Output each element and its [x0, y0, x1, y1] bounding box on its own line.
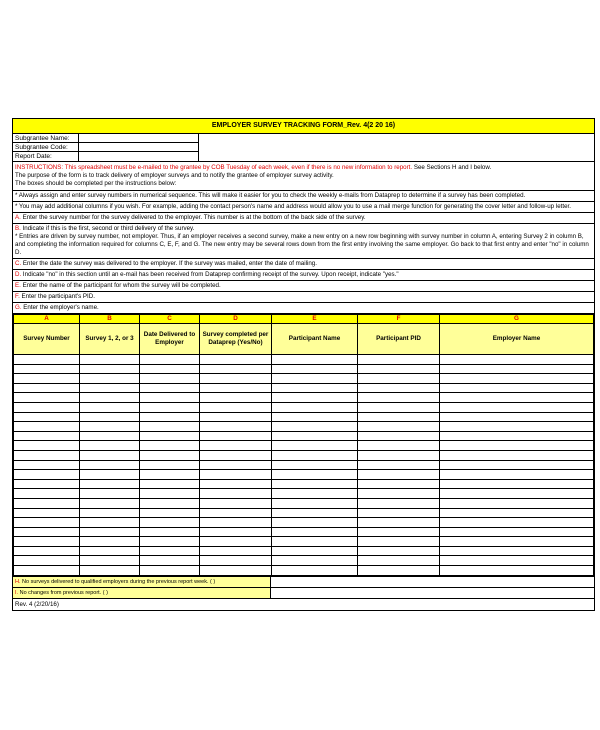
table-cell[interactable] [140, 508, 200, 518]
table-cell[interactable] [14, 527, 80, 537]
tracking-table [13, 314, 594, 576]
table-cell[interactable] [358, 470, 440, 480]
table-cell[interactable] [358, 518, 440, 528]
table-cell[interactable] [14, 412, 80, 422]
instructions-block [13, 161, 594, 191]
table-cell[interactable] [440, 412, 594, 422]
table-cell[interactable] [358, 374, 440, 384]
column-header: Participant Name [272, 324, 358, 355]
table-cell[interactable] [14, 422, 80, 432]
step-tag: G. [15, 304, 22, 311]
table-row [14, 460, 594, 470]
table-cell[interactable] [272, 355, 358, 365]
table-cell[interactable] [440, 393, 594, 403]
table-cell[interactable] [440, 374, 594, 384]
table-cell[interactable] [272, 422, 358, 432]
table-cell[interactable] [14, 489, 80, 499]
table-row [14, 470, 594, 480]
table-cell[interactable] [358, 546, 440, 556]
step-text: Enter the date the survey was delivered to the employer. If the survey was mailed, enter the date of mailing. [21, 260, 317, 267]
step-tag: F. [15, 293, 20, 300]
table-cell[interactable] [358, 355, 440, 365]
table-cell[interactable] [272, 556, 358, 566]
report-date-input[interactable] [79, 152, 199, 161]
table-cell[interactable] [440, 479, 594, 489]
table-row [14, 364, 594, 374]
table-body [14, 355, 594, 576]
table-cell[interactable] [80, 508, 140, 518]
table-cell[interactable] [440, 470, 594, 480]
table-cell[interactable] [200, 527, 272, 537]
table-cell[interactable] [440, 498, 594, 508]
table-cell[interactable] [440, 450, 594, 460]
footer-h-text[interactable] [13, 577, 271, 587]
step-tag: A. [15, 214, 21, 221]
column-letter: G [440, 315, 594, 324]
table-cell[interactable] [14, 508, 80, 518]
column-header-row [14, 324, 594, 355]
table-cell[interactable] [140, 489, 200, 499]
step-text: Indicate if this is the first, second or third delivery of the survey. * Entries are driven by survey number, not employer. Thus, if an employer receives a second survey, make a new entry on a new row beginning with survey number in column A, entering Survey 2 in column B, and completing the information required for columns C, E, F, and G. The new entry may be several rows down from the first entry involving the same employer. Go back to that first entry and enter "no" in column D. [15, 225, 589, 256]
table-cell[interactable] [140, 518, 200, 528]
step-g [13, 303, 594, 314]
table-cell[interactable] [440, 441, 594, 451]
footer-h [13, 576, 594, 587]
table-cell[interactable] [200, 364, 272, 374]
table-cell[interactable] [200, 518, 272, 528]
table-cell[interactable] [200, 441, 272, 451]
table-cell[interactable] [200, 393, 272, 403]
table-row [14, 537, 594, 547]
table-cell[interactable] [440, 402, 594, 412]
table-cell[interactable] [200, 431, 272, 441]
step-tag: B. [15, 225, 21, 232]
table-cell[interactable] [358, 527, 440, 537]
table-cell[interactable] [358, 460, 440, 470]
footer-label: No changes from previous report. ( ) [18, 589, 108, 596]
table-cell[interactable] [14, 441, 80, 451]
table-cell[interactable] [14, 383, 80, 393]
table-cell[interactable] [200, 556, 272, 566]
table-cell[interactable] [272, 498, 358, 508]
table-cell[interactable] [440, 556, 594, 566]
table-cell[interactable] [80, 402, 140, 412]
step-text: Enter the name of the participant for whom the survey will be completed. [20, 282, 221, 289]
step-a [13, 213, 594, 224]
table-cell[interactable] [80, 537, 140, 547]
table-cell[interactable] [140, 527, 200, 537]
column-letter: B [80, 315, 140, 324]
table-cell[interactable] [140, 402, 200, 412]
table-row [14, 518, 594, 528]
table-cell[interactable] [80, 527, 140, 537]
table-cell[interactable] [140, 422, 200, 432]
table-cell[interactable] [358, 422, 440, 432]
table-cell[interactable] [80, 470, 140, 480]
field-label: Report Date: [13, 152, 79, 161]
table-cell[interactable] [200, 355, 272, 365]
step-b [13, 224, 594, 259]
table-cell[interactable] [440, 527, 594, 537]
table-cell[interactable] [14, 498, 80, 508]
table-cell[interactable] [200, 508, 272, 518]
table-cell[interactable] [200, 460, 272, 470]
column-letter: F [358, 315, 440, 324]
instructions-see-sections: See Sections H and I below. [412, 164, 492, 171]
table-cell[interactable] [140, 479, 200, 489]
table-cell[interactable] [272, 450, 358, 460]
table-cell[interactable] [272, 441, 358, 451]
table-cell[interactable] [272, 518, 358, 528]
table-cell[interactable] [140, 450, 200, 460]
subgrantee-code-input[interactable] [79, 143, 199, 152]
table-cell[interactable] [200, 412, 272, 422]
table-row [14, 556, 594, 566]
table-cell[interactable] [80, 364, 140, 374]
instructions-boxes: The boxes should be completed per the instructions below: [15, 180, 177, 187]
table-cell[interactable] [358, 402, 440, 412]
table-cell[interactable] [272, 412, 358, 422]
table-cell[interactable] [358, 450, 440, 460]
column-header: Participant PID [358, 324, 440, 355]
table-cell[interactable] [14, 374, 80, 384]
table-cell[interactable] [440, 422, 594, 432]
form-fields [13, 134, 594, 161]
revision-note: Rev. 4 (2/20/16) [13, 598, 594, 610]
footer-i [13, 587, 594, 598]
table-cell[interactable] [140, 566, 200, 576]
subgrantee-name-row [13, 134, 594, 143]
step-c [13, 259, 594, 270]
table-cell[interactable] [200, 450, 272, 460]
table-cell[interactable] [140, 431, 200, 441]
table-cell[interactable] [80, 566, 140, 576]
table-row [14, 441, 594, 451]
table-cell[interactable] [358, 441, 440, 451]
table-cell[interactable] [140, 460, 200, 470]
table-cell[interactable] [358, 498, 440, 508]
table-cell[interactable] [140, 441, 200, 451]
table-cell[interactable] [200, 422, 272, 432]
column-letter: E [272, 315, 358, 324]
footer-tag: H. [15, 578, 21, 585]
table-row [14, 479, 594, 489]
survey-form-sheet [12, 118, 595, 611]
table-cell[interactable] [358, 412, 440, 422]
table-row [14, 498, 594, 508]
instructions-warning: INSTRUCTIONS: This spreadsheet must be e-mailed to the grantee by COB Tuesday of each week, even if there is no new information to report. [15, 164, 413, 171]
table-row [14, 393, 594, 403]
table-row [14, 402, 594, 412]
table-cell[interactable] [140, 470, 200, 480]
table-row [14, 508, 594, 518]
table-row [14, 566, 594, 576]
column-letter: A [14, 315, 80, 324]
table-cell[interactable] [272, 374, 358, 384]
table-cell[interactable] [358, 383, 440, 393]
table-cell[interactable] [80, 431, 140, 441]
table-cell[interactable] [272, 566, 358, 576]
table-cell[interactable] [140, 364, 200, 374]
table-cell[interactable] [440, 355, 594, 365]
table-cell[interactable] [200, 566, 272, 576]
table-cell[interactable] [14, 402, 80, 412]
table-row [14, 374, 594, 384]
table-cell[interactable] [358, 431, 440, 441]
table-cell[interactable] [80, 556, 140, 566]
table-cell[interactable] [440, 566, 594, 576]
table-cell[interactable] [272, 508, 358, 518]
footer-spacer [271, 577, 594, 587]
table-cell[interactable] [80, 441, 140, 451]
table-cell[interactable] [440, 508, 594, 518]
footer-label: No surveys delivered to qualified employers during the previous report week. ( ) [20, 578, 216, 585]
footer-i-text[interactable] [13, 588, 271, 598]
instructions-purpose: The purpose of the form is to track delivery of employer surveys and to notify the grantee of employer survey activity. [15, 172, 334, 179]
table-cell[interactable] [80, 374, 140, 384]
table-cell[interactable] [80, 355, 140, 365]
table-cell[interactable] [272, 470, 358, 480]
table-cell[interactable] [440, 518, 594, 528]
field-label: Subgrantee Code: [13, 143, 79, 152]
table-cell[interactable] [440, 546, 594, 556]
step-text: Enter the employer's name. [21, 304, 99, 311]
table-cell[interactable] [272, 546, 358, 556]
column-header: Survey completed per Dataprep (Yes/No) [200, 324, 272, 355]
table-cell[interactable] [80, 383, 140, 393]
table-cell[interactable] [14, 566, 80, 576]
table-cell[interactable] [272, 383, 358, 393]
form-title: EMPLOYER SURVEY TRACKING FORM_Rev. 4(2 20 16) [13, 119, 594, 134]
table-cell[interactable] [358, 556, 440, 566]
table-cell[interactable] [80, 518, 140, 528]
table-cell[interactable] [272, 402, 358, 412]
table-cell[interactable] [440, 460, 594, 470]
table-cell[interactable] [358, 393, 440, 403]
table-row [14, 546, 594, 556]
table-cell[interactable] [272, 364, 358, 374]
table-cell[interactable] [272, 431, 358, 441]
step-text: Indicate "no" in this section until an e-mail has been received from Dataprep confirming receipt of the survey. Upon receipt, indicate "yes." [21, 271, 399, 278]
table-cell[interactable] [80, 546, 140, 556]
table-cell[interactable] [80, 393, 140, 403]
table-row [14, 383, 594, 393]
table-cell[interactable] [140, 412, 200, 422]
table-row [14, 422, 594, 432]
step-text: Enter the survey number for the survey delivered to the employer. This number is at the bottom of the back side of the survey. [20, 214, 366, 221]
column-header: Employer Name [440, 324, 594, 355]
step-tag: D. [15, 271, 22, 278]
table-cell[interactable] [358, 479, 440, 489]
table-cell[interactable] [358, 364, 440, 374]
step-tag: C. [15, 260, 22, 267]
table-cell[interactable] [440, 489, 594, 499]
report-date-row [13, 152, 594, 161]
field-label: Subgrantee Name: [13, 134, 79, 143]
table-cell[interactable] [140, 355, 200, 365]
table-cell[interactable] [200, 374, 272, 384]
bullet-note: * Always assign and enter survey numbers in numerical sequence. This will make it easier for you to check the weekly e-mails from Dataprep to determine if a survey has been completed. [13, 191, 594, 202]
step-e [13, 281, 594, 292]
table-cell[interactable] [140, 383, 200, 393]
bullet-note: * You may add additional columns if you wish. For example, adding the contact person's name and address would allow you to use a mail merge function for generating the cover letter and follow-up letter. [13, 202, 594, 213]
table-cell[interactable] [14, 479, 80, 489]
table-cell[interactable] [140, 393, 200, 403]
table-cell[interactable] [358, 508, 440, 518]
step-f [13, 292, 594, 303]
table-cell[interactable] [80, 498, 140, 508]
step-d [13, 270, 594, 281]
column-letter: C [140, 315, 200, 324]
table-cell[interactable] [140, 546, 200, 556]
table-cell[interactable] [14, 431, 80, 441]
table-cell[interactable] [358, 566, 440, 576]
table-row [14, 489, 594, 499]
table-cell[interactable] [272, 489, 358, 499]
step-tag: E. [15, 282, 21, 289]
subgrantee-code-row [13, 143, 594, 152]
table-row [14, 527, 594, 537]
table-cell[interactable] [200, 479, 272, 489]
column-header: Date Delivered to Employer [140, 324, 200, 355]
table-cell[interactable] [200, 402, 272, 412]
table-cell[interactable] [80, 460, 140, 470]
table-cell[interactable] [14, 537, 80, 547]
table-row [14, 431, 594, 441]
table-cell[interactable] [440, 383, 594, 393]
table-cell[interactable] [200, 383, 272, 393]
table-cell[interactable] [14, 355, 80, 365]
table-cell[interactable] [14, 470, 80, 480]
table-cell[interactable] [200, 537, 272, 547]
table-cell[interactable] [272, 527, 358, 537]
table-cell[interactable] [14, 393, 80, 403]
table-cell[interactable] [200, 498, 272, 508]
table-cell[interactable] [80, 450, 140, 460]
table-row [14, 412, 594, 422]
table-cell[interactable] [140, 498, 200, 508]
table-cell[interactable] [272, 393, 358, 403]
table-cell[interactable] [200, 546, 272, 556]
table-cell[interactable] [272, 537, 358, 547]
column-header: Survey 1, 2, or 3 [80, 324, 140, 355]
table-cell[interactable] [358, 489, 440, 499]
table-cell[interactable] [80, 422, 140, 432]
table-row [14, 355, 594, 365]
table-cell[interactable] [14, 364, 80, 374]
table-cell[interactable] [80, 479, 140, 489]
table-cell[interactable] [140, 556, 200, 566]
step-text: Enter the participant's PID. [19, 293, 95, 300]
table-cell[interactable] [14, 546, 80, 556]
table-cell[interactable] [14, 518, 80, 528]
column-letter-row [14, 315, 594, 324]
column-letter: D [200, 315, 272, 324]
table-row [14, 450, 594, 460]
table-cell[interactable] [14, 460, 80, 470]
table-cell[interactable] [440, 431, 594, 441]
column-header: Survey Number [14, 324, 80, 355]
table-cell[interactable] [14, 556, 80, 566]
table-cell[interactable] [140, 374, 200, 384]
table-cell[interactable] [440, 537, 594, 547]
table-cell[interactable] [14, 450, 80, 460]
footer-tag: I. [15, 589, 19, 596]
subgrantee-name-input[interactable] [79, 134, 199, 143]
table-cell[interactable] [200, 470, 272, 480]
footer-spacer [271, 588, 594, 598]
table-cell[interactable] [80, 489, 140, 499]
table-cell[interactable] [200, 489, 272, 499]
table-cell[interactable] [80, 412, 140, 422]
table-cell[interactable] [358, 537, 440, 547]
table-cell[interactable] [440, 364, 594, 374]
table-cell[interactable] [140, 537, 200, 547]
table-cell[interactable] [272, 479, 358, 489]
table-cell[interactable] [272, 460, 358, 470]
